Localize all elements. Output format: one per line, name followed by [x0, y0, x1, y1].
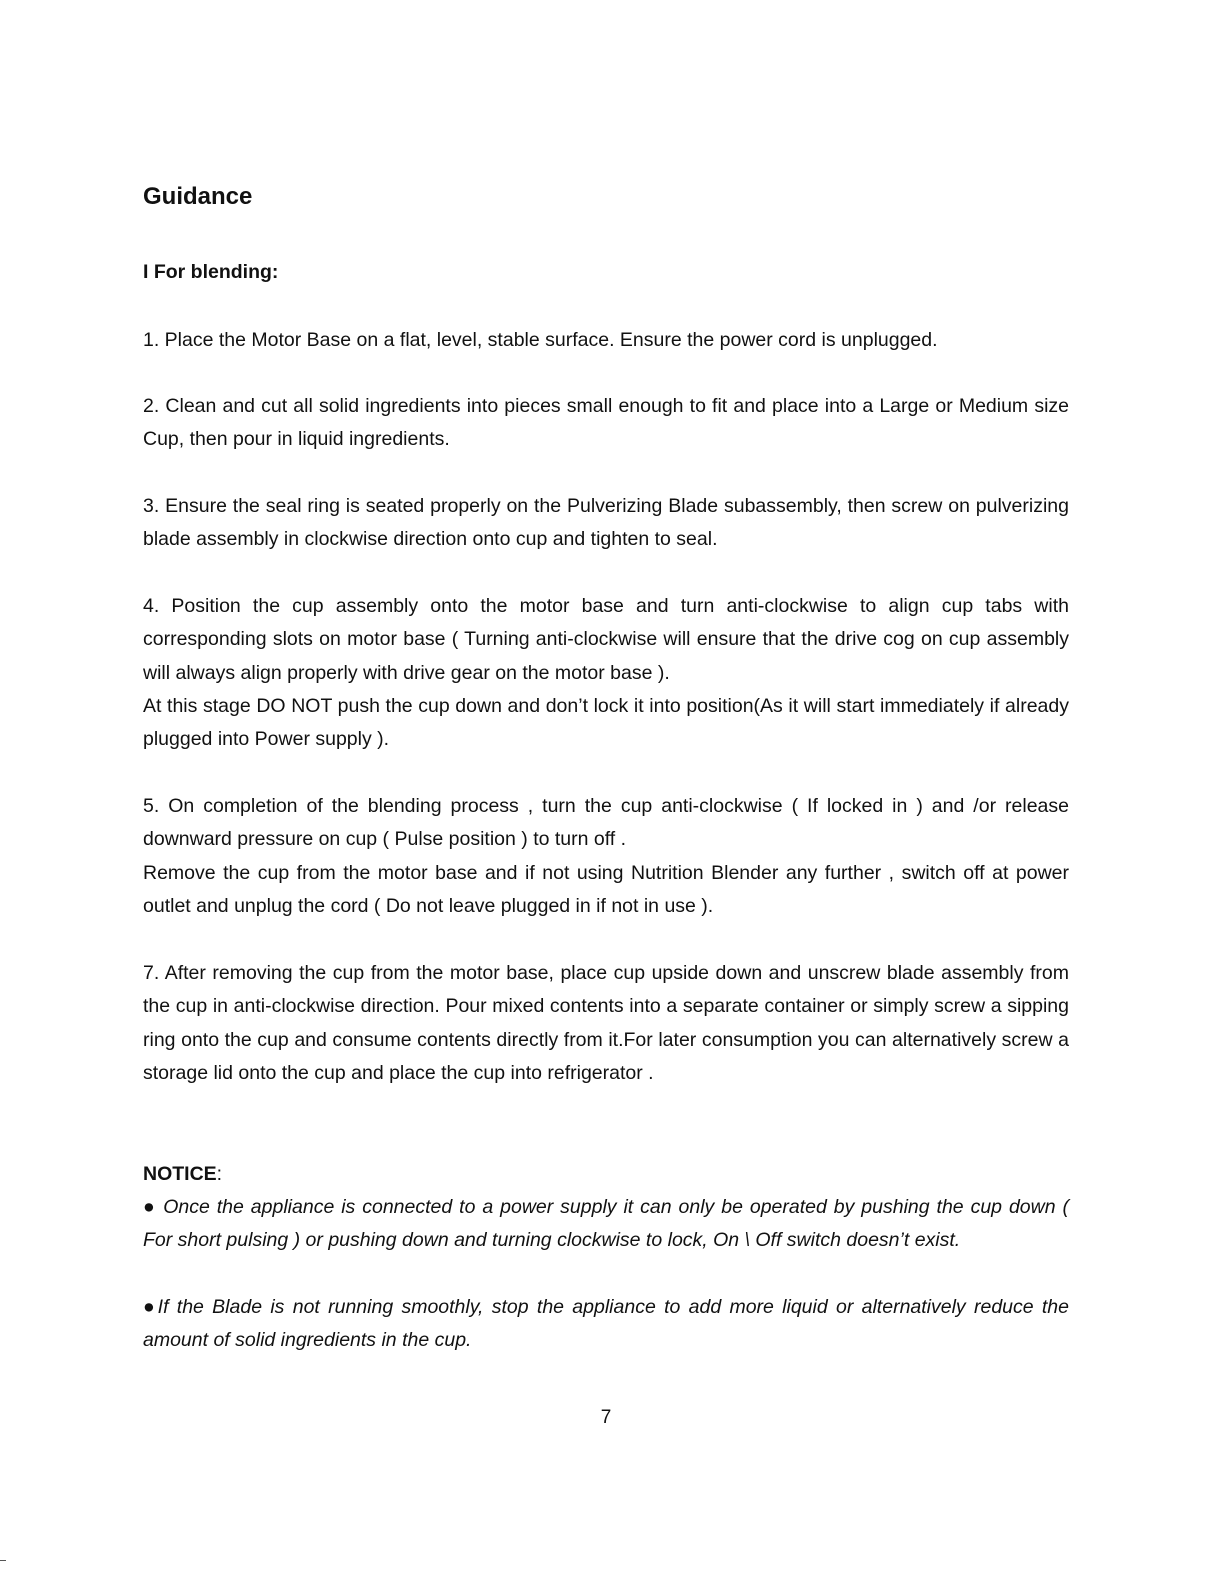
page-number: 7 [600, 1407, 612, 1428]
step-1: 1. Place the Motor Base on a flat, level, stable surface. Ensure the power cord is unplugged. [143, 329, 938, 351]
step-7: 7. After removing the cup from the motor base, place cup upside down and unscrew blade assembly from the cup in anti-clockwise direction. Pour mixed contents into a separate container or simply screw a sipping ring onto the cup and consume contents directly from it.For later consumption you can alternatively screw a storage lid onto the cup and place the cup into refrigerator . [143, 962, 1069, 1085]
notice-label-text: NOTICE [143, 1163, 217, 1185]
page-title: Guidance [143, 183, 253, 210]
step-5: 5. On completion of the blending process , turn the cup anti-clockwise ( If locked in ) and /or release downward pressure on cup ( Pulse position ) to turn off . [143, 795, 1069, 851]
notice-label [143, 1158, 222, 1191]
document-page [143, 0, 1069, 1585]
step-5-continued: Remove the cup from the motor base and if not using Nutrition Blender any further , switch off at power outlet and unplug the cord ( Do not leave plugged in if not in use ). [143, 862, 1069, 918]
section-heading: I For blending: [143, 261, 279, 283]
step-4: 4. Position the cup assembly onto the motor base and turn anti-clockwise to align cup tabs with corresponding slots on motor base ( Turning anti-clockwise will ensure that the drive cog on cup assembly will always align properly with drive gear on the motor base ). [143, 595, 1069, 684]
step-2: 2. Clean and cut all solid ingredients into pieces small enough to fit and place into a Large or Medium size Cup, then pour in liquid ingredients. [143, 395, 1069, 451]
notice-colon: : [216, 1163, 223, 1185]
page-corner-mark [0, 1560, 6, 1561]
notice-item-2: ●If the Blade is not running smoothly, stop the appliance to add more liquid or alternatively reduce the amount of solid ingredients in the cup. [143, 1296, 1069, 1352]
step-4-warning: At this stage DO NOT push the cup down and don’t lock it into position(As it will start immediately if already plugged into Power supply ). [143, 695, 1069, 751]
notice-item-1: ● Once the appliance is connected to a power supply it can only be operated by pushing the cup down ( For short pulsing ) or pushing down and turning clockwise to lock, On \ Off switch doesn’t exist. [143, 1196, 1069, 1252]
step-3: 3. Ensure the seal ring is seated properly on the Pulverizing Blade subassembly, then screw on pulverizing blade assembly in clockwise direction onto cup and tighten to seal. [143, 495, 1069, 551]
